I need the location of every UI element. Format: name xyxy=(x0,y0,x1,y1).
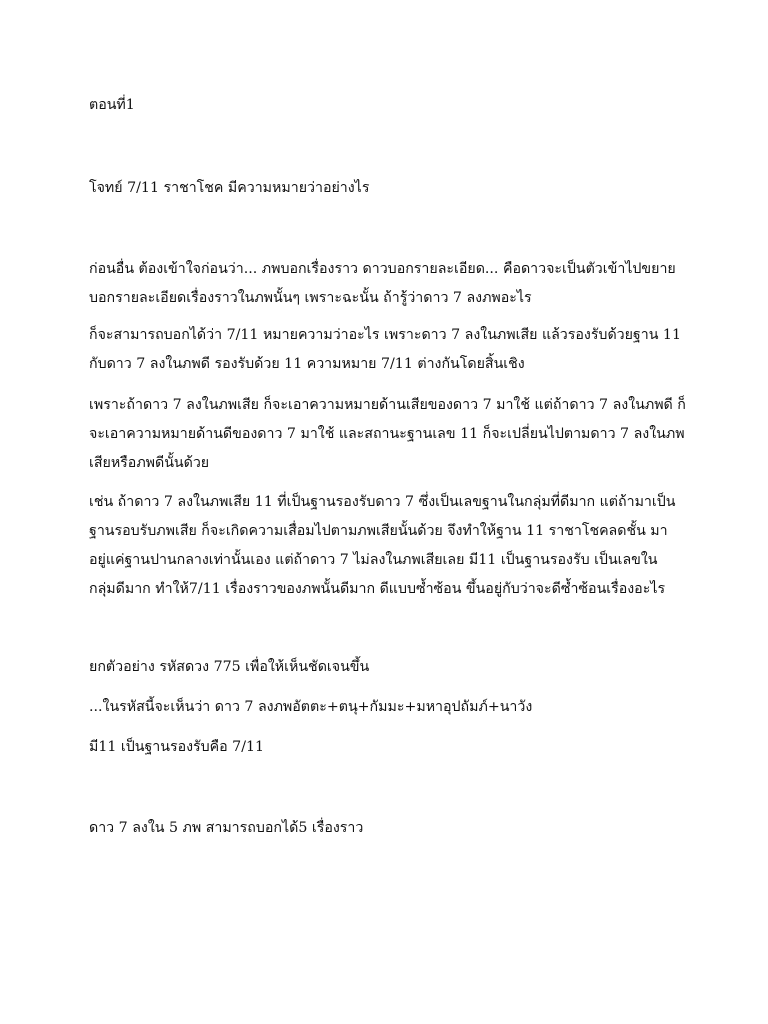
document-title: โจทย์ 7/11 ราชาโชค มีความหมายว่าอย่างไร xyxy=(89,180,370,196)
paragraph-2-line-1: ก็จะสามารถบอกได้ว่า 7/11 หมายความว่าอะไร เพราะดาว 7 ลงในภพเสีย แล้วรองรับด้วยฐาน 11 xyxy=(89,327,681,343)
paragraph-3-line-3: เสียหรือภพดีนั้นด้วย xyxy=(89,455,210,471)
paragraph-3-line-1: เพราะถ้าดาว 7 ลงในภพเสีย ก็จะเอาความหมายด้านเสียของดาว 7 มาใช้ แต่ถ้าดาว 7 ลงในภพดี ก็ xyxy=(89,397,686,413)
paragraph-4-line-1: เช่น ถ้าดาว 7 ลงในภพเสีย 11 ที่เป็นฐานรองรับดาว 7 ซึ่งเป็นเลขฐานในกลุ่มที่ดีมาก แต่ถ้ามาเป็น xyxy=(89,494,676,510)
paragraph-4-line-2: ฐานรอบรับภพเสีย ก็จะเกิดความเสื่อมไปตามภพเสียนั้นด้วย จึงทำให้ฐาน 11 ราชาโชคลดชั้น มา xyxy=(89,523,668,539)
example-line-2: มี11 เป็นฐานรองรับคือ 7/11 xyxy=(89,739,265,755)
paragraph-1-line-1: ก่อนอื่น ต้องเข้าใจก่อนว่า... ภพบอกเรื่องราว ดาวบอกรายละเอียด... คือดาวจะเป็นตัวเข้าไปขยาย xyxy=(89,261,676,277)
example-heading: ยกตัวอย่าง รหัสดวง 775 เพื่อให้เห็นชัดเจนขึ้น xyxy=(89,659,370,675)
final-line: ดาว 7 ลงใน 5 ภพ สามารถบอกได้5 เรื่องราว xyxy=(89,820,364,836)
paragraph-4-line-3: อยู่แค่ฐานปานกลางเท่านั้นเอง แต่ถ้าดาว 7 ไม่ลงในภพเสียเลย มี11 เป็นฐานรองรับ เป็นเลขใน xyxy=(89,552,658,568)
paragraph-4-line-4: กลุ่มดีมาก ทำให้7/11 เรื่องราวของภพนั้นดีมาก ดีแบบซ้ำซ้อน ขึ้นอยู่กับว่าจะดีซ้ำซ้อนเรื่องอะไร xyxy=(89,581,666,597)
paragraph-1-line-2: บอกรายละเอียดเรื่องราวในภพนั้นๆ เพราะฉะนั้น ถ้ารู้ว่าดาว 7 ลงภพอะไร xyxy=(89,290,532,306)
paragraph-2-line-2: กับดาว 7 ลงในภพดี รองรับด้วย 11 ความหมาย 7/11 ต่างกันโดยสิ้นเชิง xyxy=(89,356,525,372)
example-line-1: ...ในรหัสนี้จะเห็นว่า ดาว 7 ลงภพอัตตะ+ตนุ+กัมมะ+มหาอุปถัมภ์+นาวัง xyxy=(89,699,533,715)
section-heading: ตอนที่1 xyxy=(89,97,135,113)
paragraph-3-line-2: จะเอาความหมายด้านดีของดาว 7 มาใช้ และสถานะฐานเลข 11 ก็จะเปลี่ยนไปตามดาว 7 ลงในภพ xyxy=(89,426,685,442)
